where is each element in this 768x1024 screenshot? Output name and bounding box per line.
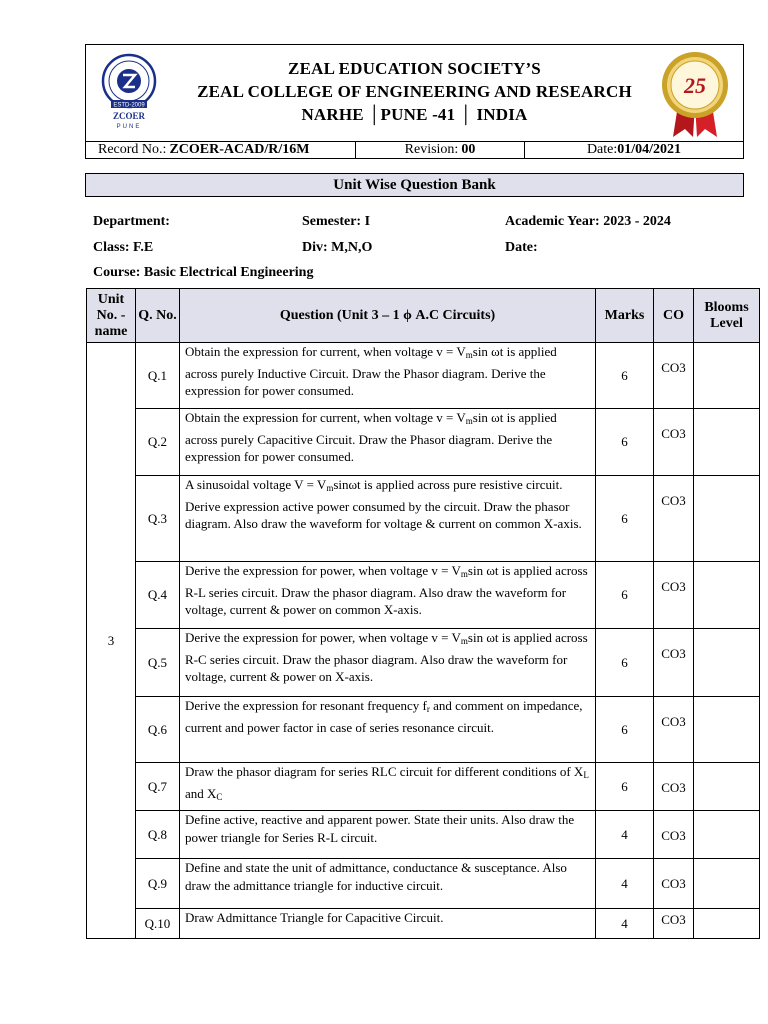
- blooms-cell: [694, 909, 760, 939]
- blooms-cell: [694, 697, 760, 763]
- table-row: [87, 763, 760, 811]
- revision-label: Revision:: [404, 142, 459, 157]
- co-cell: CO3: [654, 811, 694, 859]
- question-table: [86, 288, 760, 939]
- marks-cell: 6: [596, 562, 654, 629]
- logo-city-text: PUNE: [116, 124, 142, 130]
- record-info-row: [85, 141, 744, 159]
- date-field-label: Date:: [505, 240, 538, 255]
- blooms-cell: [694, 409, 760, 476]
- college-name: ZEAL COLLEGE OF ENGINEERING AND RESEARCH: [197, 82, 632, 101]
- question-text: Derive the expression for power, when voltage $v = V_m\sin$ ωt is applied across R-C series circuit. Draw the phasor diagram. Also draw the waveform for voltage, current & power on X-axis.: [180, 629, 596, 697]
- blooms-cell: [694, 811, 760, 859]
- co-cell: CO3: [654, 409, 694, 476]
- question-text: Draw Admittance Triangle for Capacitive Circuit.: [180, 909, 596, 939]
- record-date-cell: [525, 142, 743, 158]
- co-cell: CO3: [654, 763, 694, 811]
- table-row: [87, 562, 760, 629]
- table-row: [87, 697, 760, 763]
- marks-cell: 6: [596, 476, 654, 562]
- unit-cell: 3: [87, 343, 136, 939]
- revision-value: 00: [461, 142, 476, 157]
- table-row: [87, 343, 760, 409]
- question-number: Q.10: [136, 909, 180, 939]
- marks-cell: 6: [596, 763, 654, 811]
- header-text: [176, 57, 653, 126]
- class-label: Class: F.E: [93, 240, 154, 255]
- record-label: Record No.:: [98, 142, 167, 157]
- marks-cell: 6: [596, 343, 654, 409]
- blooms-cell: [694, 859, 760, 909]
- table-header-row: [87, 289, 760, 343]
- document-header: [85, 44, 744, 142]
- question-number: Q.8: [136, 811, 180, 859]
- college-logo: [98, 53, 160, 133]
- logo-estd-text: ESTD-2009: [113, 102, 145, 109]
- question-number: Q.5: [136, 629, 180, 697]
- question-number: Q.1: [136, 343, 180, 409]
- table-row: [87, 811, 760, 859]
- question-text: A sinusoidal voltage $V = V_m\sin\omega t$ is applied across pure resistive circuit. Derive expression active power consumed by the circuit. Draw the phasor diagram. Also draw the waveform for voltage & current on common X-axis.: [180, 476, 596, 562]
- marks-cell: 6: [596, 409, 654, 476]
- co-cell: CO3: [654, 859, 694, 909]
- blooms-cell: [694, 562, 760, 629]
- question-number: Q.7: [136, 763, 180, 811]
- question-text: Obtain the expression for current, when voltage $v = V_m\sin$ ωt is applied across purely Inductive Circuit. Draw the Phasor diagram. Derive the expression for power consumed.: [180, 343, 596, 409]
- date-value: 01/04/2021: [617, 142, 682, 157]
- marks-cell: 4: [596, 859, 654, 909]
- logo-brand-text: ZCOER: [112, 111, 146, 121]
- course-label: Course: Basic Electrical Engineering: [93, 265, 314, 280]
- qno-header: Q. No.: [136, 289, 180, 343]
- question-number: Q.3: [136, 476, 180, 562]
- semester-label: Semester: I: [302, 214, 371, 229]
- blooms-cell: [694, 343, 760, 409]
- table-row: [87, 476, 760, 562]
- co-cell: CO3: [654, 629, 694, 697]
- anniversary-badge-icon: [655, 49, 735, 139]
- table-row: [87, 909, 760, 939]
- question-text: Derive the expression for resonant frequency $f_r$ and comment on impedance, current and power factor in case of series resonance circuit.: [180, 697, 596, 763]
- college-address: NARHE │PUNE -41 │ INDIA: [301, 105, 528, 124]
- marks-header: Marks: [596, 289, 654, 343]
- society-name: ZEAL EDUCATION SOCIETY’S: [288, 59, 541, 78]
- record-value: ZCOER-ACAD/R/16M: [169, 142, 310, 157]
- co-cell: CO3: [654, 697, 694, 763]
- record-number-cell: [86, 142, 356, 158]
- blooms-cell: [694, 629, 760, 697]
- revision-cell: [356, 142, 525, 158]
- div-label: Div: M,N,O: [302, 240, 373, 255]
- co-header: CO: [654, 289, 694, 343]
- academic-year-label: Academic Year: 2023 - 2024: [505, 214, 671, 229]
- document-title: Unit Wise Question Bank: [85, 173, 744, 197]
- co-cell: CO3: [654, 476, 694, 562]
- marks-cell: 4: [596, 811, 654, 859]
- date-label: Date:: [586, 142, 618, 157]
- question-number: Q.2: [136, 409, 180, 476]
- marks-cell: 4: [596, 909, 654, 939]
- table-row: [87, 409, 760, 476]
- question-text: Draw the phasor diagram for series RLC circuit for different conditions of $X_L$ and $X_C$: [180, 763, 596, 811]
- co-cell: CO3: [654, 909, 694, 939]
- marks-cell: 6: [596, 697, 654, 763]
- marks-cell: 6: [596, 629, 654, 697]
- question-text: Obtain the expression for current, when voltage $v = V_m\sin$ ωt is applied across purely Capacitive Circuit. Draw the Phasor diagram. Derive the expression for power consumed.: [180, 409, 596, 476]
- table-row: [87, 629, 760, 697]
- unit-header: Unit No. - name: [87, 289, 136, 343]
- question-text: Derive the expression for power, when voltage $v = V_m\sin$ ωt is applied across R-L series circuit. Draw the phasor diagram. Also draw the waveform for voltage, current & power on common X-axis.: [180, 562, 596, 629]
- co-cell: CO3: [654, 343, 694, 409]
- department-label: Department:: [93, 214, 170, 229]
- question-text: Define and state the unit of admittance, conductance & susceptance. Also draw the admittance triangle for inductive circuit.: [180, 859, 596, 909]
- blooms-header: Blooms Level: [694, 289, 760, 343]
- question-number: Q.4: [136, 562, 180, 629]
- blooms-cell: [694, 476, 760, 562]
- badge-number: 25: [684, 73, 706, 98]
- question-text: Define active, reactive and apparent power. State their units. Also draw the power triangle for Series R-L circuit.: [180, 811, 596, 859]
- question-header: Question (Unit 3 – 1 ϕ A.C Circuits): [180, 289, 596, 343]
- question-number: Q.9: [136, 859, 180, 909]
- question-number: Q.6: [136, 697, 180, 763]
- blooms-cell: [694, 763, 760, 811]
- table-row: [87, 859, 760, 909]
- co-cell: CO3: [654, 562, 694, 629]
